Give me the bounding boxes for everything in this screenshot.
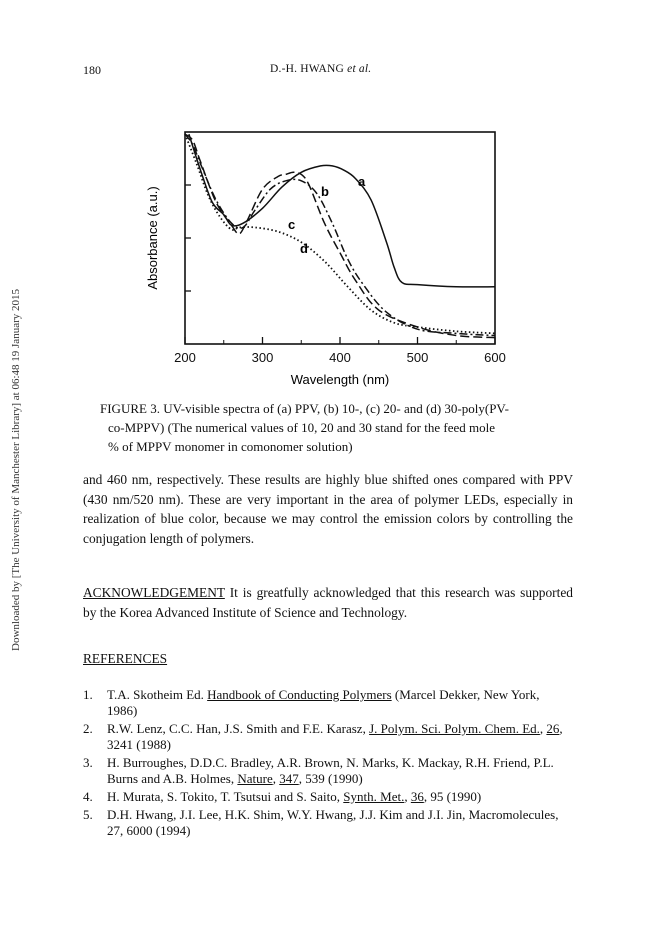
x-tick-label: 400 [329, 350, 351, 365]
reference-journal: Synth. Met. [343, 789, 405, 804]
chart-series [185, 134, 495, 338]
chart-ticks [185, 185, 495, 344]
reference-number: 5. [83, 807, 93, 822]
running-head-etal: et al. [347, 63, 372, 75]
reference-text: D.H. Hwang, J.I. Lee, H.K. Shim, W.Y. Hwang, J.J. Kim and J.I. Jin, Macromolecules, 27, 6000 (1994) [107, 807, 559, 838]
x-tick-label: 200 [174, 350, 196, 365]
reference-number: 1. [83, 687, 93, 702]
series-line-b [185, 134, 495, 338]
reference-item [83, 789, 573, 805]
reference-journal: Nature [237, 771, 273, 786]
curve-label-c: c [288, 217, 296, 232]
page-number: 180 [83, 63, 101, 77]
running-head-authors: D.-H. HWANG [270, 63, 345, 75]
caption-line-1: FIGURE 3. UV-visible spectra of (a) PPV, (b) 10-, (c) 20- and (d) 30-poly(PV- [100, 401, 509, 416]
x-tick-label: 600 [484, 350, 506, 365]
body-paragraph: and 460 nm, respectively. These results are highly blue shifted ones compared with PPV (430 nm/520 nm). These are very important in the area of polymer LEDs, especially in realization of blue color, because we may control the emission colors by controlling the conjugation length of polymers. [83, 472, 573, 546]
reference-volume: 347 [279, 771, 299, 786]
curve-label-b: b [321, 184, 329, 199]
caption-line-3: % of MPPV monomer in comonomer solution) [108, 439, 353, 454]
reference-item [83, 807, 573, 839]
curve-label-a: a [358, 174, 366, 189]
figure-caption [100, 399, 570, 456]
references-heading: REFERENCES [83, 651, 168, 666]
reference-number: 2. [83, 721, 93, 736]
series-line-c [185, 134, 495, 335]
reference-text: , 539 (1990) [298, 771, 363, 786]
reference-volume: 36 [410, 789, 424, 804]
reference-text: , 3241 (1988) [107, 721, 563, 752]
curve-label-d: d [300, 241, 308, 256]
x-tick-label: 500 [406, 350, 429, 365]
caption-line-2: co-MPPV) (The numerical values of 10, 20 and 30 stand for the feed mole [108, 420, 496, 435]
reference-text: , [272, 771, 280, 786]
reference-text: , 95 (1990) [423, 789, 482, 804]
plot-frame [185, 132, 495, 344]
reference-text: , [404, 789, 411, 804]
acknowledgement-text: It is greatfully acknowledged that this research was supported by the Korea Advanced Institute of Science and Technology. [83, 585, 573, 620]
reference-volume: 26 [546, 721, 560, 736]
reference-text: (Marcel Dekker, New York, 1986) [107, 687, 540, 718]
y-axis-label: Absorbance (a.u.) [145, 186, 160, 290]
acknowledgement-heading: ACKNOWLEDGEMENT [83, 585, 225, 600]
reference-item [83, 755, 573, 787]
reference-text: , [539, 721, 547, 736]
reference-text: H. Murata, S. Tokito, T. Tsutsui and S. Saito, [107, 789, 344, 804]
x-tick-labels [174, 350, 506, 365]
reference-list [83, 687, 573, 841]
reference-number: 4. [83, 789, 93, 804]
download-side-note-text: Downloaded by [The University of Manchester Library] at 06:48 19 January 2015 [10, 289, 22, 651]
reference-text: T.A. Skotheim Ed. [107, 687, 208, 702]
reference-item [83, 721, 573, 753]
series-line-d [185, 134, 495, 333]
reference-number: 3. [83, 755, 93, 770]
reference-text: R.W. Lenz, C.C. Han, J.S. Smith and F.E. Karasz, [107, 721, 370, 736]
reference-journal: J. Polym. Sci. Polym. Chem. Ed. [369, 721, 540, 736]
reference-text: H. Burroughes, D.D.C. Bradley, A.R. Brown, N. Marks, K. Mackay, R.H. Friend, P.L. Burns and A.B. Holmes, [107, 755, 554, 786]
uv-vis-chart [140, 126, 520, 388]
running-head [270, 63, 371, 75]
reference-item [83, 687, 573, 719]
reference-title: Handbook of Conducting Polymers [207, 687, 392, 702]
series-line-a [189, 134, 495, 287]
x-axis-label: Wavelength (nm) [290, 372, 390, 387]
acknowledgement [83, 583, 573, 622]
x-tick-label: 300 [251, 350, 274, 365]
